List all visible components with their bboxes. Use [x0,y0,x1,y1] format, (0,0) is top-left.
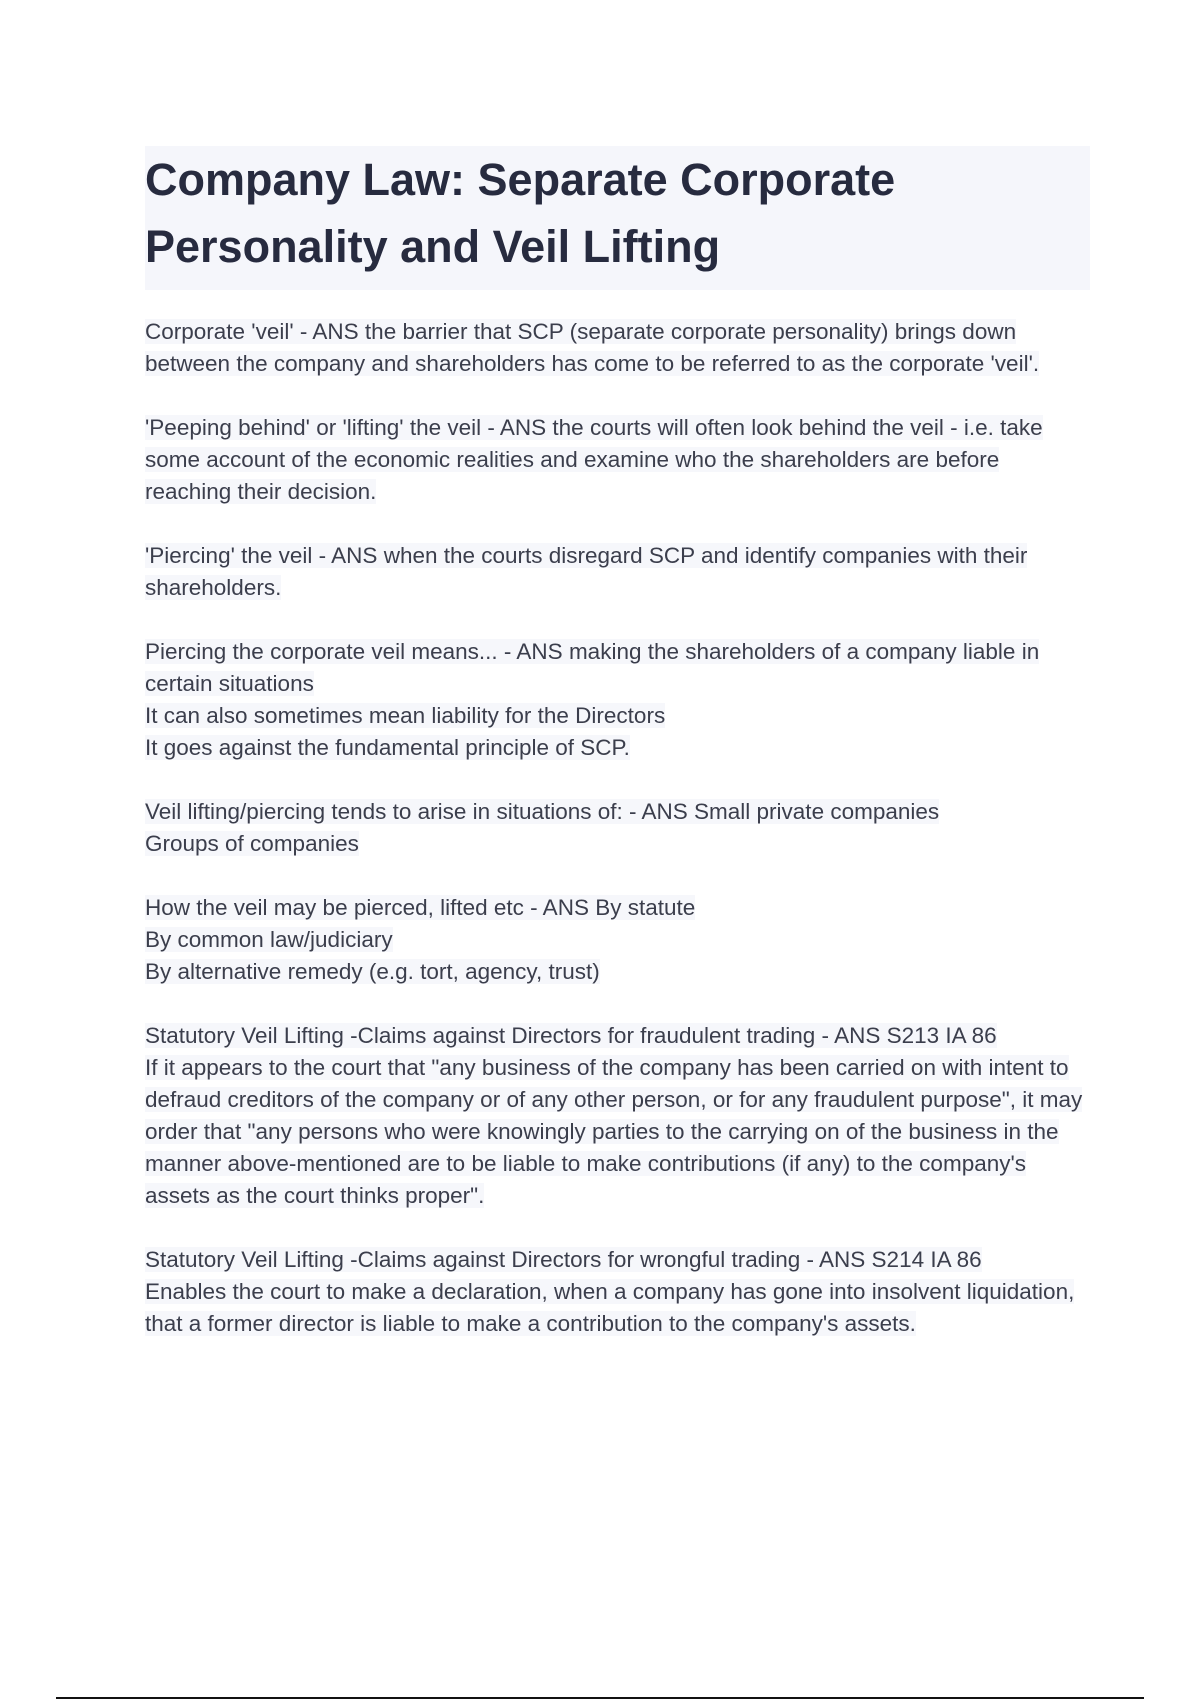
document-page [145,146,1090,1372]
flashcard-entry [145,1244,1090,1340]
flashcard-entry [145,892,1090,988]
flashcard-entry [145,1020,1090,1212]
entry-text: Corporate 'veil' - ANS the barrier that SCP (separate corporate personality) brings down between the company and shareholders has come to be referred to as the corporate 'veil'. [145,319,1040,376]
flashcard-entry [145,316,1090,380]
entry-text: Piercing the corporate veil means... - ANS making the shareholders of a company liable in certain situations It can also sometimes mean liability for the Directors It goes against the fundamental principle of SCP. [145,639,1040,760]
entry-text: Statutory Veil Lifting -Claims against Directors for wrongful trading - ANS S214 IA 86 Enables the court to make a declaration, when a company has gone into insolvent liquidation, that a former director is liable to make a contribution to the company's assets. [145,1247,1075,1336]
entry-text: How the veil may be pierced, lifted etc - ANS By statute By common law/judiciary By alternative remedy (e.g. tort, agency, trust) [145,895,696,984]
flashcard-entry [145,540,1090,604]
entry-text: Statutory Veil Lifting -Claims against Directors for fraudulent trading - ANS S213 IA 86 If it appears to the court that "any business of the company has been carried on with intent to defraud creditors of the company or of any other person, or for any fraudulent purpose", it may order that "any persons who were knowingly parties to the carrying on of the business in the manner above-mentioned are to be liable to make contributions (if any) to the company's assets as the court thinks proper". [145,1023,1083,1208]
flashcard-entry [145,412,1090,508]
entry-text: 'Piercing' the veil - ANS when the courts disregard SCP and identify companies with their shareholders. [145,543,1028,600]
title-block [145,146,1090,290]
entry-text: Veil lifting/piercing tends to arise in situations of: - ANS Small private companies Groups of companies [145,799,940,856]
entry-text: 'Peeping behind' or 'lifting' the veil - ANS the courts will often look behind the veil - i.e. take some account of the economic realities and examine who the shareholders are before reaching their decision. [145,415,1043,504]
flashcard-entry [145,636,1090,764]
flashcard-entry [145,796,1090,860]
page-title: Company Law: Separate Corporate Personality and Veil Lifting [145,154,896,272]
page-bottom-rule [56,1697,1144,1699]
